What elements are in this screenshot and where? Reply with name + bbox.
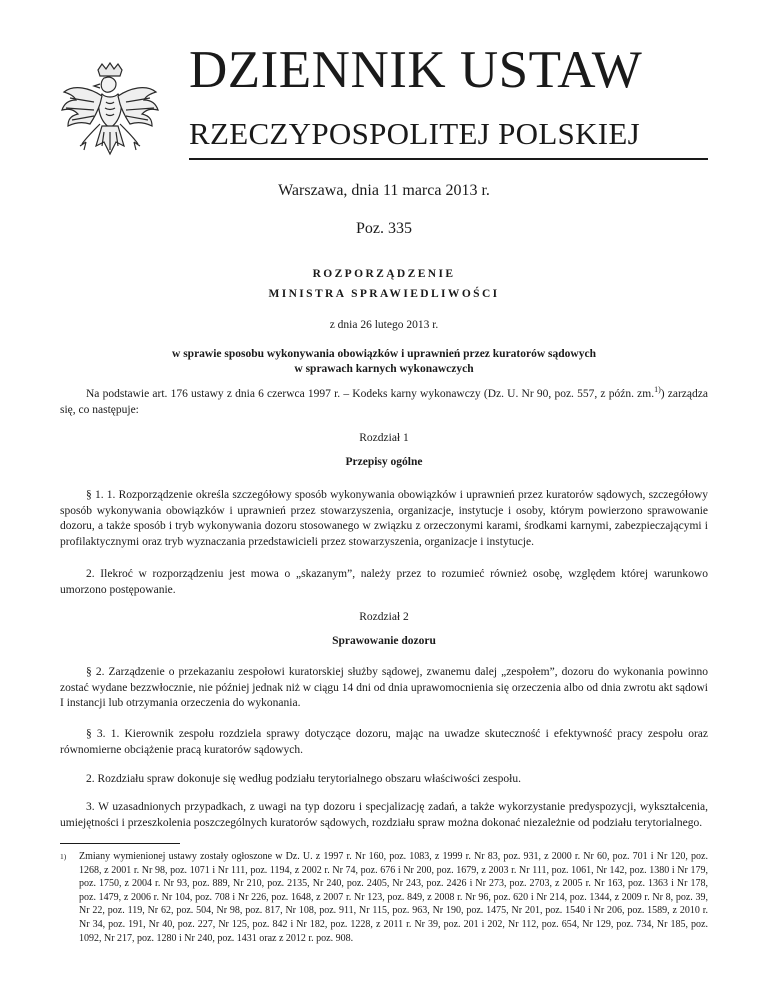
act-subject-line: w sprawach karnych wykonawczych <box>294 363 474 375</box>
preamble-tail: ) zarządza się, co następuje: <box>60 388 708 416</box>
chapter-1-title: Przepisy ogólne <box>345 456 423 468</box>
footnote <box>60 850 708 945</box>
footnote-divider <box>60 843 180 844</box>
issue-position: Poz. 335 <box>356 220 412 237</box>
footnote-reference: 1) <box>654 385 661 395</box>
act-type: ROZPORZĄDZENIE <box>312 268 456 280</box>
paragraph: 2. Rozdziału spraw dokonuje się według podziału terytorialnego obszaru właściwości zespołu. <box>86 773 521 785</box>
chapter-2-title: Sprawowanie dozoru <box>332 635 436 647</box>
act-date: z dnia 26 lutego 2013 r. <box>329 319 439 331</box>
paragraph: § 3. 1. Kierownik zespołu rozdziela sprawy dotyczące dozoru, mając na uwadze skuteczność i efektywność pracy zespołu oraz równomierne obciążenie pracą kuratorów sądowych. <box>60 728 708 756</box>
preamble-text: Na podstawie art. 176 ustawy z dnia 6 czerwca 1997 r. – Kodeks karny wykonawczy (Dz. U. Nr 90, poz. 557, z późn. zm. <box>86 388 655 400</box>
footnote-mark: 1) <box>60 852 67 861</box>
paragraph: § 1. 1. Rozporządzenie określa szczegółowy sposób wykonywania obowiązków i uprawnień przez kuratorów sądowych, szczegółowy sposób wykonywania obowiązków i uprawnień przez stowarzyszenia, organizacje, instytucje i osoby, którym powierzono sprawowanie dozoru, a także sposób i tryb wykonywania dozoru stosowanego w związku z orzeczonymi karami, środkami karnymi, zabezpieczającymi i profilaktycznymi oraz tryb wyznaczania przedstawicieli przez stowarzyszenia, organizacje i instytucje. <box>60 489 708 548</box>
act-issuer: MINISTRA SPRAWIEDLIWOŚCI <box>268 288 500 300</box>
chapter-2-number: Rozdział 2 <box>359 611 409 623</box>
paragraph: 3. W uzasadnionych przypadkach, z uwagi na typ dozoru i specjalizację zadań, a także wykorzystanie predyspozycji, wykształcenia, umiejętności i przeszkolenia poszczególnych kuratorów sądowych, rozdziału spraw można dokonać niezależnie od podziału terytorialnego. <box>60 801 708 829</box>
polish-eagle-emblem-icon <box>60 62 160 174</box>
footnote-text: Zmiany wymienionej ustawy zostały ogłoszone w Dz. U. z 1997 r. Nr 160, poz. 1083, z 1999 r. Nr 83, poz. 931, z 2000 r. Nr 60, poz. 701 i Nr 120, poz. 1268, z 2001 r. Nr 98, poz. 1071 i Nr 111, poz. 1194, z 2002 r. Nr 74, poz. 676 i Nr 200, poz. 1679, z 2003 r. Nr 111, poz. 1061, Nr 142, poz. 1380 i Nr 179, poz. 1750, z 2004 r. Nr 93, poz. 889, Nr 210, poz. 2135, Nr 240, poz. 2405, Nr 243, poz. 2426 i Nr 273, poz. 2703, z 2005 r. Nr 163, poz. 1363 i Nr 178, poz. 1479, z 2006 r. Nr 104, poz. 708 i Nr 226, poz. 1648, z 2007 r. Nr 123, poz. 849, z 2008 r. Nr 96, poz. 620 i Nr 214, poz. 1344, z 2009 r. Nr 8, poz. 39, Nr 22, poz. 119, Nr 62, poz. 504, Nr 98, poz. 817, Nr 108, poz. 911, Nr 115, poz. 963, Nr 190, poz. 1475, Nr 201, poz. 1540 i Nr 206, poz. 1589, z 2010 r. Nr 34, poz. 191, Nr 40, poz. 227, Nr 125, poz. 842 i Nr 182, poz. 1228, z 2011 r. Nr 39, poz. 201 i 202, Nr 112, poz. 654, Nr 129, poz. 734, Nr 185, poz. 1092, Nr 217, poz. 1280 i Nr 240, poz. 1431 oraz z 2012 r. poz. 908. <box>79 851 708 944</box>
act-subject-line: w sprawie sposobu wykonywania obowiązków i uprawnień przez kuratorów sądowych <box>172 348 596 360</box>
issue-date: Warszawa, dnia 11 marca 2013 r. <box>278 182 490 199</box>
preamble <box>60 387 708 418</box>
publication-subtitle: RZECZYPOSPOLITEJ POLSKIEJ <box>189 116 641 151</box>
paragraph: 2. Ilekroć w rozporządzeniu jest mowa o „skazanym”, należy przez to rozumieć również osobę, względem której warunkowo umorzono postępowanie. <box>60 568 708 596</box>
chapter-1-number: Rozdział 1 <box>359 432 409 444</box>
paragraph: § 2. Zarządzenie o przekazaniu zespołowi kuratorskiej służby sądowej, zwanemu dalej „zespołem”, dozoru do wykonania powinno zostać wydane bezzwłocznie, nie później jednak niż w ciągu 14 dni od dnia uprawomocnienia się orzeczenia albo od dnia zwrotu akt sądowi I instancji lub otrzymania orzeczenia do wykonania. <box>60 666 708 709</box>
publication-title: DZIENNIK USTAW <box>189 41 643 99</box>
masthead-divider <box>189 158 708 160</box>
act-subject <box>100 347 668 377</box>
